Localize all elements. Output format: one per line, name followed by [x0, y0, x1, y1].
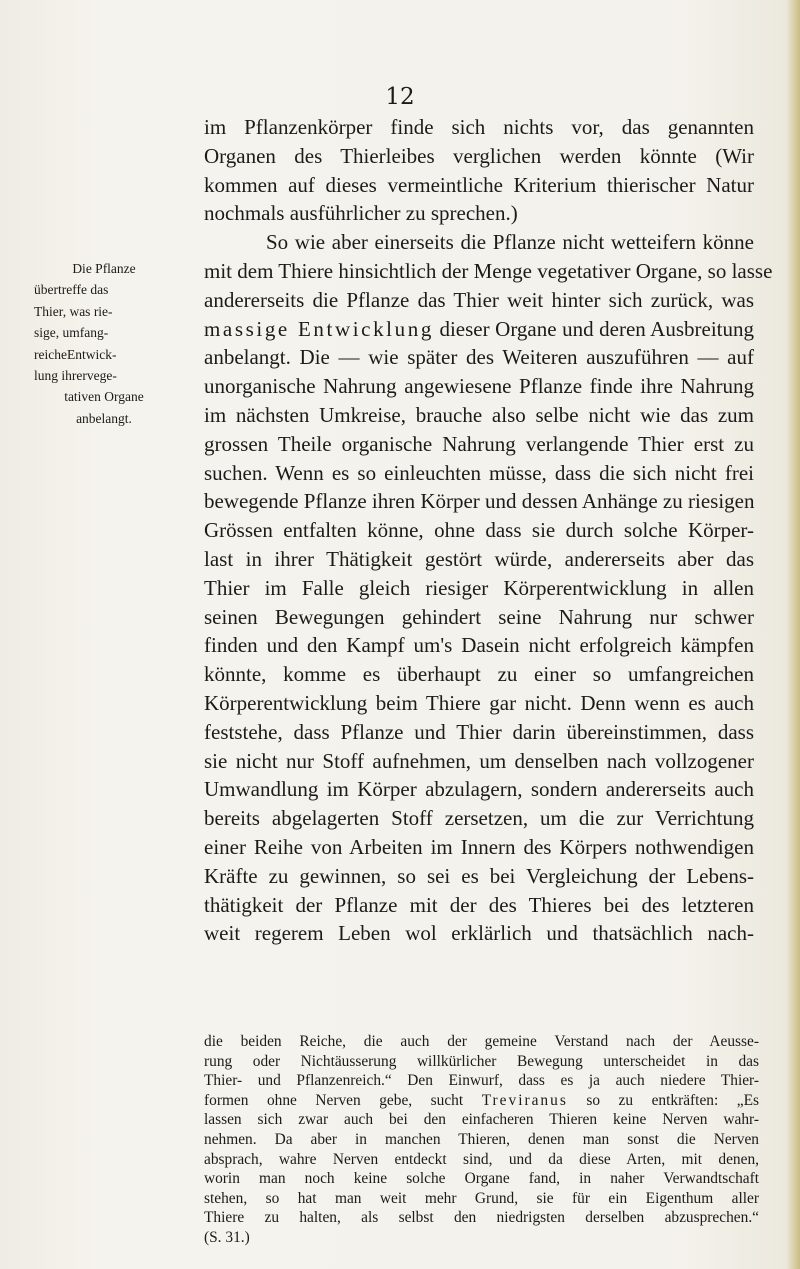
- footnote-line: rung oder Nichtäusserung willkürlicher Bewegung unterscheidet in das: [204, 1052, 759, 1070]
- body-line: suchen. Wenn es so einleuchten müsse, dass die sich nicht frei: [204, 460, 754, 485]
- marginal-note-line: Die Pflanze: [72, 261, 136, 276]
- footnote-line: stehen, so hat man weit mehr Grund, sie für ein Eigenthum aller: [204, 1189, 759, 1207]
- footnote-line: Thiere zu halten, als selbst den niedrigsten derselben abzusprechen.“: [204, 1209, 759, 1227]
- marginal-note-line: tativen Organe: [64, 389, 144, 405]
- page-edge-shadow: [786, 0, 800, 1269]
- footnote-text: formen ohne Nerven gebe, sucht: [204, 1091, 482, 1109]
- footnote-line-emphasis: [204, 1091, 759, 1111]
- body-line: last in ihrer Thätigkeit gestört würde, andererseits aber das: [204, 546, 754, 571]
- body-line: im Pflanzenkörper finde sich nichts vor, das genannten: [204, 115, 754, 139]
- footnote-line: worin man noch keine solche Organe fand, in naher Verwandtschaft: [204, 1170, 759, 1188]
- marginal-note-line: übertreffe das: [34, 282, 109, 298]
- body-line: andererseits die Pflanze das Thier weit hinter sich zurück, was: [204, 287, 754, 312]
- body-line-emphasis: [204, 315, 754, 344]
- body-line: nochmals ausführlicher zu sprechen.): [204, 201, 518, 226]
- body-line: Kräfte zu gewinnen, so sei es bei Vergleichung der Lebens-: [204, 863, 754, 888]
- body-line: Organen des Thierleibes verglichen werden könnte (Wir: [204, 143, 754, 168]
- body-line: Umwandlung im Körper abzulagern, sondern andererseits auch: [204, 777, 754, 802]
- footnote: [204, 1032, 759, 1248]
- marginal-note-line: reicheEntwick-: [34, 346, 117, 362]
- body-line: grossen Theile organische Nahrung verlangende Thier erst zu: [204, 431, 754, 456]
- footnote-line: nehmen. Da aber in manchen Thieren, denen man sonst die Nerven: [204, 1130, 759, 1148]
- body-line: Grössen entfalten könne, ohne dass sie durch solche Körper-: [204, 518, 754, 543]
- body-line: seinen Bewegungen gehindert seine Nahrung nur schwer: [204, 604, 754, 629]
- body-line: weit regerem Leben wol erklärlich und thatsächlich nach-: [204, 921, 754, 946]
- emphasized-phrase: massige Entwicklung: [204, 316, 434, 341]
- body-line: unorganische Nahrung angewiesene Pflanze finde ihre Nahrung: [204, 374, 754, 399]
- body-line: Körperentwicklung beim Thiere gar nicht. Denn wenn es auch: [204, 690, 754, 715]
- author-name: Treviranus: [481, 1091, 568, 1109]
- marginal-note-line: anbelangt.: [76, 410, 132, 426]
- body-line: finden und den Kampf um's Dasein nicht erfolgreich kämpfen: [204, 633, 754, 658]
- body-line-rest: dieser Organe und deren Ausbreitung: [433, 316, 755, 341]
- body-line: So wie aber einerseits die Pflanze nicht wetteifern könne: [266, 230, 754, 255]
- body-line: im nächsten Umkreise, brauche also selbe nicht wie das zum: [204, 402, 754, 427]
- footnote-line: (S. 31.): [204, 1228, 250, 1246]
- marginal-note-line: Thier, was rie-: [34, 303, 113, 319]
- footnote-line: Thier- und Pflanzenreich.“ Den Einwurf, dass es ja auch niedere Thier-: [204, 1072, 759, 1090]
- body-line: mit dem Thiere hinsichtlich der Menge vegetativer Organe, so lasse: [204, 258, 773, 283]
- body-line: Thier im Falle gleich riesiger Körperentwicklung in allen: [204, 575, 754, 600]
- marginal-note-line: sige, umfang-: [34, 325, 109, 341]
- body-line: thätigkeit der Pflanze mit der des Thieres bei des letzteren: [204, 892, 754, 917]
- footnote-line: lassen sich zwar auch bei den einfacheren Thieren keine Nerven wahr-: [204, 1111, 759, 1129]
- body-text: [204, 113, 773, 948]
- body-line: anbelangt. Die — wie später des Weiteren auszuführen — auf: [204, 345, 754, 370]
- marginal-note: [34, 258, 174, 429]
- page-number: 12: [385, 84, 415, 110]
- body-line: bewegende Pflanze ihren Körper und dessen Anhänge zu riesigen: [204, 489, 755, 514]
- footnote-line: die beiden Reiche, die auch der gemeine Verstand nach der Aeusse-: [204, 1033, 759, 1050]
- body-line: könnte, komme es überhaupt zu einer so umfangreichen: [204, 662, 754, 687]
- footnote-text: so zu entkräften: „Es: [567, 1091, 760, 1109]
- body-line: feststehe, dass Pflanze und Thier darin übereinstimmen, dass: [204, 719, 754, 744]
- body-line: sie nicht nur Stoff aufnehmen, um denselben nach vollzogener: [204, 748, 754, 773]
- body-line: bereits abgelagerten Stoff zersetzen, um die zur Verrichtung: [204, 806, 754, 831]
- marginal-note-line: lung ihrervege-: [34, 368, 117, 384]
- footnote-line: absprach, wahre Nerven entdeckt sind, und da diese Arten, mit denen,: [204, 1150, 759, 1168]
- body-line: kommen auf dieses vermeintliche Kriterium thierischer Natur: [204, 172, 754, 197]
- body-line: einer Reihe von Arbeiten im Innern des Körpers nothwendigen: [204, 834, 754, 859]
